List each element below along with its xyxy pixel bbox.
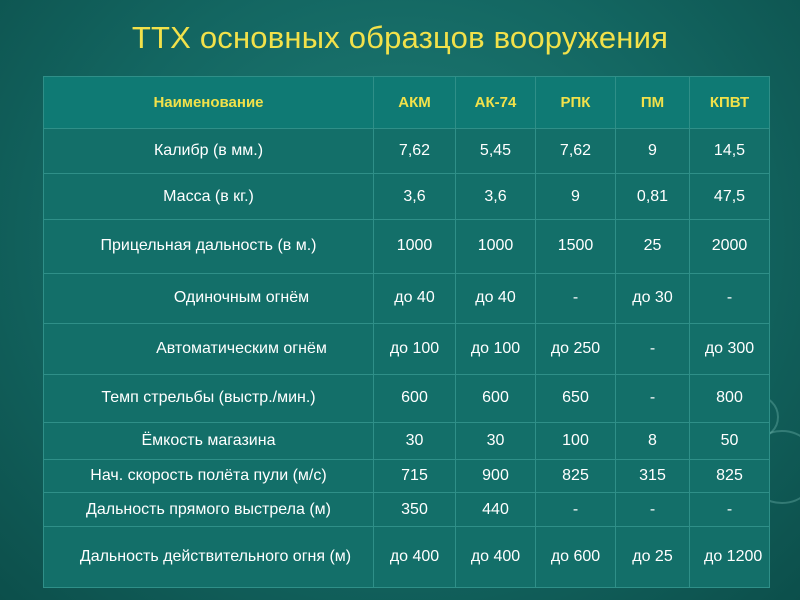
row-label [44, 273, 374, 324]
header-pm: ПМ [616, 77, 690, 129]
cell: до 400 [374, 527, 456, 588]
row-label: Масса (в кг.) [44, 174, 374, 219]
table-row [44, 129, 770, 174]
cell: 800 [690, 374, 770, 423]
row-label: Нач. скорость полёта пули (м/с) [44, 459, 374, 492]
cell: 25 [616, 219, 690, 273]
row-label-text: Автоматическим огнём [156, 339, 327, 357]
cell: 47,5 [690, 174, 770, 219]
table-row [44, 219, 770, 273]
table-row [44, 174, 770, 219]
cell: 3,6 [374, 174, 456, 219]
cell: 1000 [456, 219, 536, 273]
cell: 30 [374, 423, 456, 459]
page-title: ТТХ основных образцов вооружения [131, 20, 669, 55]
cell: 8 [616, 423, 690, 459]
cell: - [690, 492, 770, 526]
header-kpvt: КПВТ [690, 77, 770, 129]
cell: 30 [456, 423, 536, 459]
cell: 5,45 [456, 129, 536, 174]
cell: до 400 [456, 527, 536, 588]
table-header-row [44, 77, 770, 129]
cell: до 25 [616, 527, 690, 588]
cell: 2000 [690, 219, 770, 273]
cell: 715 [374, 459, 456, 492]
specs-table [43, 76, 770, 588]
table-row [44, 374, 770, 423]
row-label [44, 324, 374, 375]
cell: - [690, 273, 770, 324]
row-label: Прицельная дальность (в м.) [44, 219, 374, 273]
header-akm: АКМ [374, 77, 456, 129]
cell: 825 [536, 459, 616, 492]
row-label: Калибр (в мм.) [44, 129, 374, 174]
cell: - [536, 492, 616, 526]
cell: до 300 [690, 324, 770, 375]
cell: до 30 [616, 273, 690, 324]
header-name: Наименование [44, 77, 374, 129]
table-row [44, 273, 770, 324]
cell: до 1200 [690, 527, 770, 588]
cell: до 600 [536, 527, 616, 588]
table-row [44, 459, 770, 492]
header-rpk: РПК [536, 77, 616, 129]
row-label: Дальность действительного огня (м) [44, 527, 374, 588]
header-ak74: АК-74 [456, 77, 536, 129]
cell: - [616, 374, 690, 423]
cell: до 40 [456, 273, 536, 324]
cell: 50 [690, 423, 770, 459]
cell: 1000 [374, 219, 456, 273]
row-label: Ёмкость магазина [44, 423, 374, 459]
table-row [44, 492, 770, 526]
cell: 7,62 [536, 129, 616, 174]
cell: 900 [456, 459, 536, 492]
cell: - [616, 324, 690, 375]
cell: - [616, 492, 690, 526]
cell: до 100 [456, 324, 536, 375]
cell: - [536, 273, 616, 324]
cell: до 40 [374, 273, 456, 324]
cell: 100 [536, 423, 616, 459]
cell: 315 [616, 459, 690, 492]
row-label-text: Одиночным огнём [173, 289, 310, 307]
cell: 600 [456, 374, 536, 423]
table-row [44, 324, 770, 375]
cell: 650 [536, 374, 616, 423]
cell: 600 [374, 374, 456, 423]
cell: 350 [374, 492, 456, 526]
cell: 7,62 [374, 129, 456, 174]
cell: до 100 [374, 324, 456, 375]
cell: 440 [456, 492, 536, 526]
row-label: Дальность прямого выстрела (м) [44, 492, 374, 526]
cell: 3,6 [456, 174, 536, 219]
row-label: Темп стрельбы (выстр./мин.) [44, 374, 374, 423]
table-row [44, 527, 770, 588]
cell: 1500 [536, 219, 616, 273]
cell: 9 [536, 174, 616, 219]
cell: 14,5 [690, 129, 770, 174]
cell: 0,81 [616, 174, 690, 219]
cell: 9 [616, 129, 690, 174]
cell: до 250 [536, 324, 616, 375]
table-row [44, 423, 770, 459]
cell: 825 [690, 459, 770, 492]
